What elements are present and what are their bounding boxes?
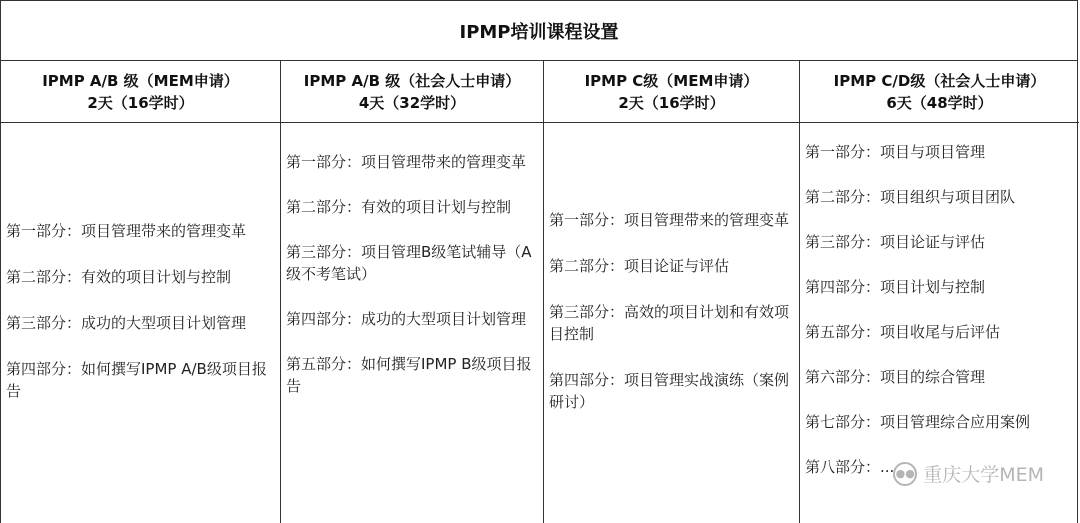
wechat-icon: ●●	[893, 462, 917, 486]
column-ab-social	[281, 61, 544, 523]
list-item: 第八部分：...	[805, 458, 895, 476]
list-item: 第四部分：如何撰写IPMP A/B级项目报告	[6, 360, 267, 400]
column-header	[1, 61, 280, 123]
list-item: 第三部分：项目管理B级笔试辅导（A级不考笔试）	[286, 243, 532, 283]
column-c-mem	[544, 61, 800, 523]
list-item: 第五部分：项目收尾与后评估	[805, 323, 1001, 341]
column-header-title: IPMP A/B 级（社会人士申请）	[303, 71, 521, 90]
column-header	[544, 61, 799, 123]
list-item: 第三部分：成功的大型项目计划管理	[6, 314, 247, 332]
list-item: 第四部分：成功的大型项目计划管理	[286, 310, 527, 328]
column-header-title: IPMP A/B 级（MEM申请）	[42, 71, 239, 90]
list-item: 第五部分：如何撰写IPMP B级项目报告	[286, 355, 532, 395]
column-header	[281, 61, 543, 123]
list-item: 第七部分：项目管理综合应用案例	[805, 413, 1031, 431]
list-item: 第二部分：有效的项目计划与控制	[6, 268, 232, 286]
column-body	[1, 123, 280, 523]
list-item: 第六部分：项目的综合管理	[805, 368, 986, 386]
column-body	[544, 123, 799, 523]
column-header-title: IPMP C/D级（社会人士申请）	[833, 71, 1046, 90]
list-item: 第一部分：项目管理带来的管理变革	[549, 211, 790, 229]
column-header-title: IPMP C级（MEM申请）	[584, 71, 759, 90]
column-body	[281, 123, 543, 523]
list-item: 第三部分：高效的项目计划和有效项目控制	[549, 303, 790, 343]
list-item: 第一部分：项目管理带来的管理变革	[286, 153, 527, 171]
list-item: 第二部分：项目组织与项目团队	[805, 188, 1016, 206]
column-header-duration: 2天（16学时）	[618, 93, 725, 112]
list-item: 第二部分：项目论证与评估	[549, 257, 730, 275]
column-header-duration: 6天（48学时）	[886, 93, 993, 112]
column-cd-social	[800, 61, 1079, 523]
watermark	[893, 460, 1044, 487]
list-item: 第一部分：项目管理带来的管理变革	[6, 222, 247, 240]
column-header-duration: 2天（16学时）	[87, 93, 194, 112]
list-item: 第一部分：项目与项目管理	[805, 143, 986, 161]
watermark-text: 重庆大学MEM	[923, 464, 1044, 486]
list-item: 第四部分：项目管理实战演练（案例研讨）	[549, 371, 790, 411]
column-header	[800, 61, 1079, 123]
list-item: 第三部分：项目论证与评估	[805, 233, 986, 251]
list-item: 第四部分：项目计划与控制	[805, 278, 986, 296]
list-item: 第二部分：有效的项目计划与控制	[286, 198, 512, 216]
column-header-duration: 4天（32学时）	[358, 93, 466, 112]
table-title: IPMP培训课程设置	[1, 1, 1077, 61]
column-ab-mem	[1, 61, 281, 523]
